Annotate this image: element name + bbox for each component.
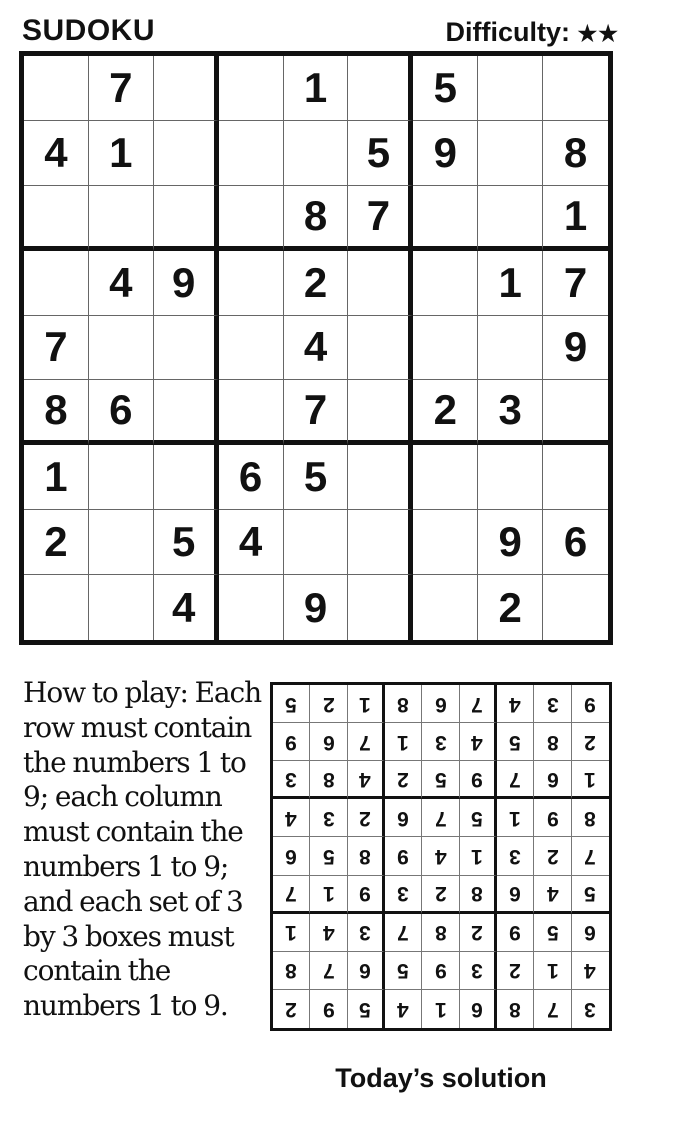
solution-digit: 5 [285,692,297,716]
solution-digit: 2 [470,921,483,945]
puzzle-cell[interactable] [413,510,478,575]
puzzle-cell[interactable]: 2 [284,251,349,316]
solution-cell [385,876,422,914]
difficulty-label: Difficulty: [445,17,571,47]
sudoku-puzzle-grid [19,51,613,645]
solution-cell [310,952,347,990]
solution-digit: 8 [285,959,297,983]
puzzle-cell[interactable] [154,56,219,121]
puzzle-cell[interactable] [348,316,413,381]
solution-cell [572,914,609,952]
solution-digit: 9 [470,767,483,791]
solution-cell [460,685,497,723]
solution-digit: 8 [546,730,559,754]
solution-cell [572,876,609,914]
solution-cell [422,952,459,990]
puzzle-cell[interactable] [348,251,413,316]
solution-digit: 4 [358,767,371,791]
solution-cell [385,685,422,723]
solution-digit: 7 [434,806,447,830]
puzzle-cell[interactable]: 9 [154,251,219,316]
solution-cell [310,837,347,875]
solution-cell [460,723,497,761]
solution-digit: 6 [358,959,371,983]
puzzle-cell[interactable]: 4 [89,251,154,316]
solution-cell [348,876,385,914]
puzzle-cell[interactable] [348,56,413,121]
puzzle-cell[interactable] [24,56,89,121]
puzzle-cell[interactable] [24,251,89,316]
puzzle-cell[interactable] [154,445,219,510]
puzzle-cell[interactable] [284,510,349,575]
solution-cell [310,685,347,723]
solution-digit: 8 [584,806,597,830]
solution-digit: 2 [322,692,335,716]
solution-digit: 2 [285,997,297,1021]
puzzle-cell[interactable]: 7 [348,186,413,251]
solution-digit: 9 [322,997,335,1021]
puzzle-cell[interactable]: 5 [348,121,413,186]
solution-cell [534,837,571,875]
puzzle-cell[interactable]: 1 [24,445,89,510]
solution-digit: 6 [322,730,335,754]
solution-cell [572,685,609,723]
solution-digit: 1 [434,997,447,1021]
solution-digit: 8 [322,767,335,791]
solution-digit: 8 [434,921,447,945]
solution-cell [273,799,310,837]
solution-digit: 9 [285,730,297,754]
solution-digit: 5 [434,767,447,791]
solution-digit: 6 [434,692,447,716]
solution-cell [534,761,571,799]
solution-digit: 5 [546,921,559,945]
solution-digit: 2 [509,959,521,983]
solution-digit: 2 [546,844,559,868]
puzzle-cell[interactable]: 8 [284,186,349,251]
puzzle-cell[interactable]: 4 [154,575,219,640]
puzzle-cell[interactable]: 2 [413,380,478,445]
solution-cell [348,799,385,837]
puzzle-cell[interactable] [413,186,478,251]
solution-digit: 3 [358,921,371,945]
solution-cell [422,876,459,914]
solution-cell [497,761,534,799]
puzzle-cell[interactable]: 7 [543,251,608,316]
puzzle-cell[interactable] [89,510,154,575]
solution-cell [572,799,609,837]
puzzle-cell[interactable] [543,56,608,121]
puzzle-cell[interactable] [219,575,284,640]
solution-digit: 4 [584,959,597,983]
puzzle-cell[interactable]: 5 [154,510,219,575]
solution-digit: 1 [358,692,371,716]
solution-cell [273,914,310,952]
solution-digit: 7 [584,844,597,868]
puzzle-cell[interactable] [154,316,219,381]
solution-cell [534,990,571,1028]
solution-digit: 5 [584,882,597,906]
puzzle-cell[interactable]: 1 [543,186,608,251]
solution-cell [534,952,571,990]
solution-cell [348,685,385,723]
solution-cell [422,761,459,799]
puzzle-cell[interactable] [219,380,284,445]
puzzle-cell[interactable]: 4 [219,510,284,575]
solution-digit: 8 [470,882,483,906]
solution-digit: 7 [397,921,409,945]
puzzle-cell[interactable] [89,186,154,251]
solution-digit: 1 [397,730,409,754]
solution-digit: 5 [358,997,371,1021]
solution-cell [310,914,347,952]
solution-digit: 3 [434,730,447,754]
solution-cell [348,837,385,875]
solution-cell [310,799,347,837]
solution-cell [273,723,310,761]
puzzle-cell[interactable] [154,186,219,251]
puzzle-cell[interactable]: 6 [219,445,284,510]
solution-cell [460,837,497,875]
puzzle-cell[interactable] [478,56,543,121]
solution-digit: 1 [546,959,559,983]
solution-digit: 1 [470,844,483,868]
solution-cell [497,799,534,837]
solution-cell [348,990,385,1028]
solution-cell [460,914,497,952]
how-to-play-instructions: How to play: Each row must contain the numbers 1 to 9; each column must contain the numbers 1 to 9; and each set of 3 by 3 boxes must contain the numbers 1 to 9. [23,676,262,1023]
solution-digit: 3 [509,844,521,868]
puzzle-cell[interactable] [24,186,89,251]
puzzle-cell[interactable] [413,575,478,640]
solution-digit: 4 [470,730,483,754]
solution-cell [348,914,385,952]
puzzle-cell[interactable] [543,575,608,640]
solution-digit: 1 [322,882,335,906]
solution-cell [497,876,534,914]
solution-digit: 9 [397,844,409,868]
solution-digit: 7 [358,730,371,754]
solution-cell [497,914,534,952]
puzzle-cell[interactable]: 8 [543,121,608,186]
solution-cell [460,990,497,1028]
solution-cell [534,685,571,723]
puzzle-cell[interactable]: 1 [89,121,154,186]
solution-cell [460,761,497,799]
solution-digit: 8 [358,844,371,868]
solution-cell [460,876,497,914]
solution-digit: 6 [397,806,409,830]
solution-digit: 7 [509,767,521,791]
solution-digit: 2 [358,806,371,830]
solution-cell [572,952,609,990]
puzzle-title: SUDOKU [22,14,156,47]
puzzle-cell[interactable] [154,380,219,445]
solution-cell [385,761,422,799]
solution-digit: 2 [434,882,447,906]
solution-digit: 4 [397,997,409,1021]
solution-cell [422,990,459,1028]
solution-digit: 4 [285,806,297,830]
solution-cell [348,723,385,761]
solution-cell [385,799,422,837]
solution-digit: 6 [509,882,521,906]
solution-cell [422,723,459,761]
solution-cell [385,837,422,875]
solution-cell [310,876,347,914]
solution-cell [422,685,459,723]
solution-digit: 3 [285,767,297,791]
puzzle-cell[interactable] [24,575,89,640]
solution-cell [273,837,310,875]
solution-digit: 9 [546,806,559,830]
solution-digit: 6 [546,767,559,791]
solution-digit: 3 [322,806,335,830]
puzzle-cell[interactable] [154,121,219,186]
solution-digit: 5 [509,730,521,754]
solution-digit: 4 [434,844,447,868]
solution-caption: Today’s solution [335,1063,547,1093]
puzzle-cell[interactable]: 1 [478,251,543,316]
puzzle-cell[interactable] [543,380,608,445]
solution-cell [310,990,347,1028]
puzzle-cell[interactable] [89,445,154,510]
solution-cell [348,761,385,799]
solution-cell [310,761,347,799]
solution-cell [497,685,534,723]
solution-cell [460,799,497,837]
solution-cell [497,990,534,1028]
solution-digit: 9 [509,921,521,945]
puzzle-cell[interactable]: 5 [413,56,478,121]
solution-cell [422,914,459,952]
solution-cell [572,990,609,1028]
difficulty-stars: ★★ [577,21,619,46]
puzzle-cell[interactable]: 5 [284,445,349,510]
solution-cell [273,761,310,799]
solution-digit: 7 [285,882,297,906]
puzzle-cell[interactable]: 4 [284,316,349,381]
solution-cell [534,723,571,761]
solution-cell [497,837,534,875]
solution-cell [385,990,422,1028]
puzzle-cell[interactable]: 3 [478,380,543,445]
puzzle-cell[interactable] [348,380,413,445]
solution-digit: 7 [546,997,559,1021]
solution-digit: 2 [584,730,597,754]
puzzle-cell[interactable] [348,575,413,640]
puzzle-cell[interactable] [413,316,478,381]
puzzle-cell[interactable]: 6 [89,380,154,445]
solution-cell [385,723,422,761]
puzzle-cell[interactable] [219,251,284,316]
puzzle-cell[interactable] [89,316,154,381]
solution-cell [385,952,422,990]
solution-digit: 3 [470,959,483,983]
solution-digit: 8 [397,692,409,716]
solution-digit: 7 [470,692,483,716]
solution-digit: 9 [358,882,371,906]
puzzle-cell[interactable] [413,445,478,510]
solution-cell [460,952,497,990]
solution-digit: 4 [546,882,559,906]
solution-digit: 2 [397,767,409,791]
puzzle-cell[interactable] [219,56,284,121]
puzzle-cell[interactable]: 7 [284,380,349,445]
solution-digit: 6 [470,997,483,1021]
solution-cell [348,952,385,990]
puzzle-cell[interactable] [348,445,413,510]
solution-digit: 5 [397,959,409,983]
solution-digit: 1 [509,806,521,830]
solution-digit: 9 [584,692,597,716]
solution-cell [497,952,534,990]
puzzle-cell[interactable] [219,316,284,381]
solution-cell [534,799,571,837]
puzzle-cell[interactable] [284,121,349,186]
solution-digit: 3 [546,692,559,716]
solution-digit: 1 [285,921,297,945]
solution-cell [572,761,609,799]
puzzle-cell[interactable]: 4 [24,121,89,186]
puzzle-cell[interactable]: 2 [478,575,543,640]
puzzle-cell[interactable]: 1 [284,56,349,121]
puzzle-cell[interactable] [413,251,478,316]
solution-digit: 4 [322,921,335,945]
puzzle-cell[interactable] [543,445,608,510]
puzzle-cell[interactable]: 8 [24,380,89,445]
puzzle-cell[interactable] [478,316,543,381]
solution-digit: 1 [584,767,597,791]
solution-digit: 3 [397,882,409,906]
puzzle-cell[interactable] [478,186,543,251]
puzzle-cell[interactable] [348,510,413,575]
solution-cell [273,990,310,1028]
solution-cell [497,723,534,761]
solution-cell [534,914,571,952]
solution-grid [270,682,612,1031]
solution-cell [273,952,310,990]
solution-cell [572,723,609,761]
puzzle-cell[interactable]: 9 [478,510,543,575]
puzzle-cell[interactable]: 9 [284,575,349,640]
solution-cell [534,876,571,914]
solution-digit: 4 [509,692,521,716]
solution-digit: 9 [434,959,447,983]
solution-cell [572,837,609,875]
puzzle-cell[interactable]: 9 [413,121,478,186]
difficulty-rating [446,17,619,48]
puzzle-cell[interactable] [219,121,284,186]
solution-digit: 6 [584,921,597,945]
solution-digit: 5 [322,844,335,868]
solution-digit: 8 [509,997,521,1021]
puzzle-cell[interactable] [89,575,154,640]
solution-cell [310,723,347,761]
solution-cell [273,685,310,723]
puzzle-cell[interactable] [219,186,284,251]
solution-cell [422,837,459,875]
puzzle-cell[interactable] [478,445,543,510]
solution-digit: 7 [322,959,335,983]
solution-cell [385,914,422,952]
solution-cell [273,876,310,914]
puzzle-cell[interactable]: 9 [543,316,608,381]
puzzle-cell[interactable] [478,121,543,186]
puzzle-cell[interactable]: 2 [24,510,89,575]
puzzle-cell[interactable]: 7 [24,316,89,381]
solution-cell [422,799,459,837]
puzzle-cell[interactable]: 7 [89,56,154,121]
solution-digit: 5 [470,806,483,830]
solution-digit: 3 [584,997,597,1021]
puzzle-cell[interactable]: 6 [543,510,608,575]
solution-digit: 6 [285,844,297,868]
